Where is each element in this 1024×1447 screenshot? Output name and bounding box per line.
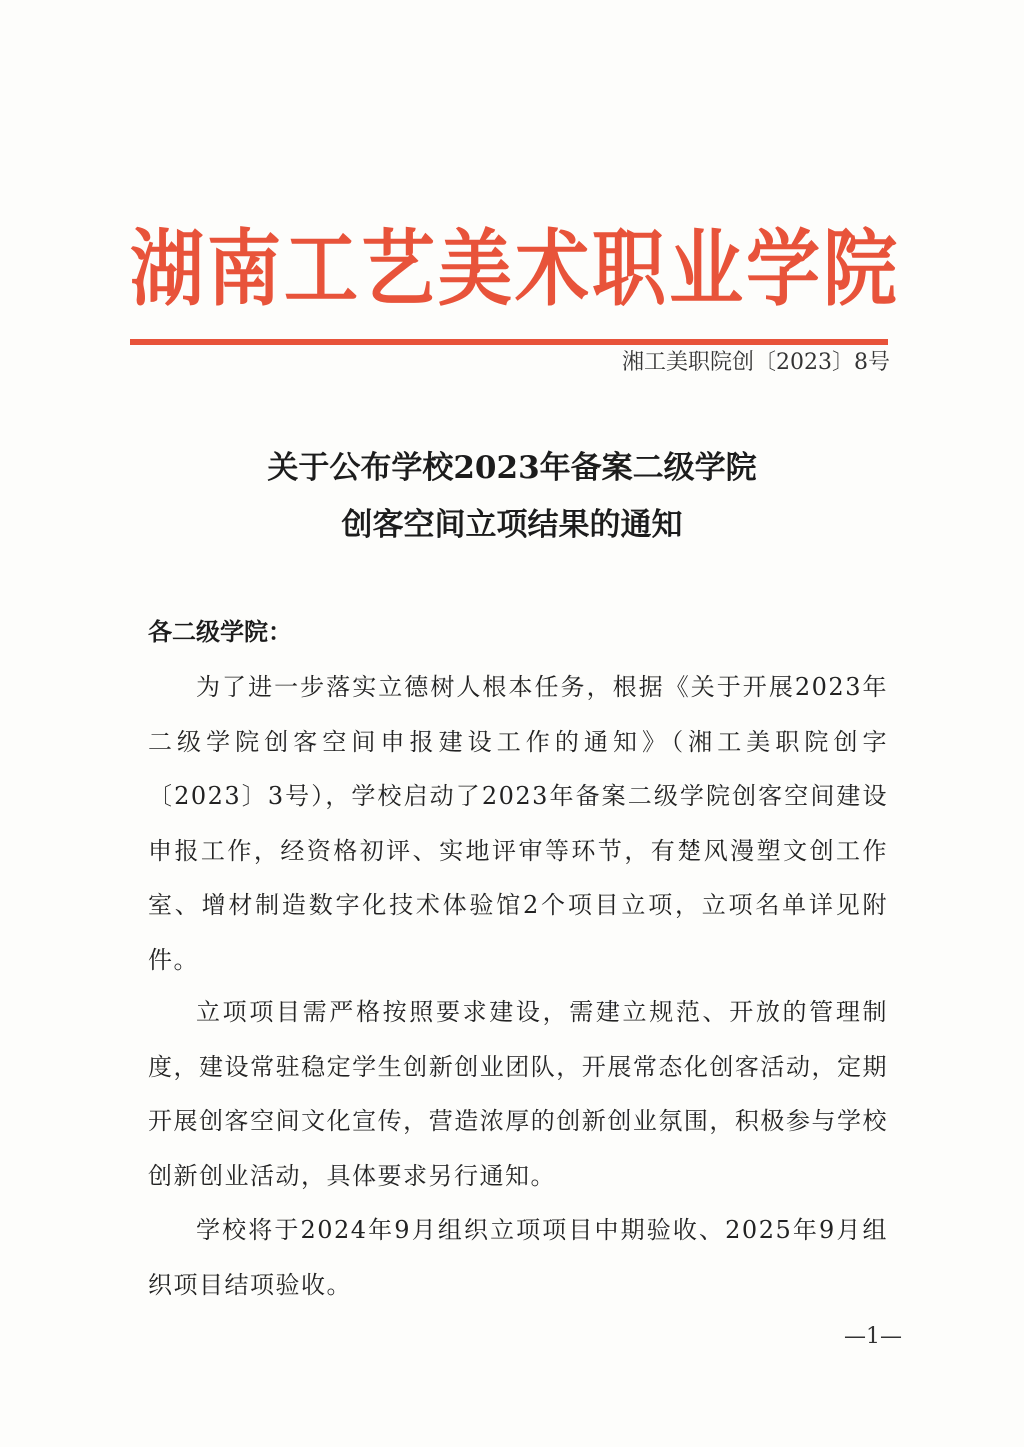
document-title-line-1: 关于公布学校2023年备案二级学院	[267, 450, 757, 486]
body-paragraph-2: 立项项目需严格按照要求建设，需建立规范、开放的管理制度，建设常驻稳定学生创新创业团队，开展常态化创客活动，定期开展创客空间文化宣传，营造浓厚的创新创业氛围，积极参与学校创新创业活动，具体要求另行通知。	[148, 998, 888, 1190]
body-paragraph-3: 学校将于2024年9月组织立项项目中期验收、2025年9月组织项目结项验收。	[148, 1216, 888, 1299]
document-number: 湘工美职院创〔2023〕8号	[622, 350, 890, 375]
document-title-line-2: 创客空间立项结果的通知	[341, 507, 683, 543]
body-paragraph-1: 为了进一步落实立德树人根本任务，根据《关于开展2023年二级学院创客空间申报建设工作的通知》（湘工美职院创字〔2023〕3号），学校启动了2023年备案二级学院创客空间建设申报工作，经资格初评、实地评审等环节，有楚风漫塑文创工作室、增材制造数字化技术体验馆2个项目立项，立项名单详见附件。	[148, 673, 888, 974]
page-number: —1—	[844, 1324, 902, 1349]
institution-masthead: 湖南工艺美术职业学院	[130, 221, 900, 318]
red-divider-rule	[130, 339, 888, 345]
salutation: 各二级学院：	[148, 617, 292, 646]
